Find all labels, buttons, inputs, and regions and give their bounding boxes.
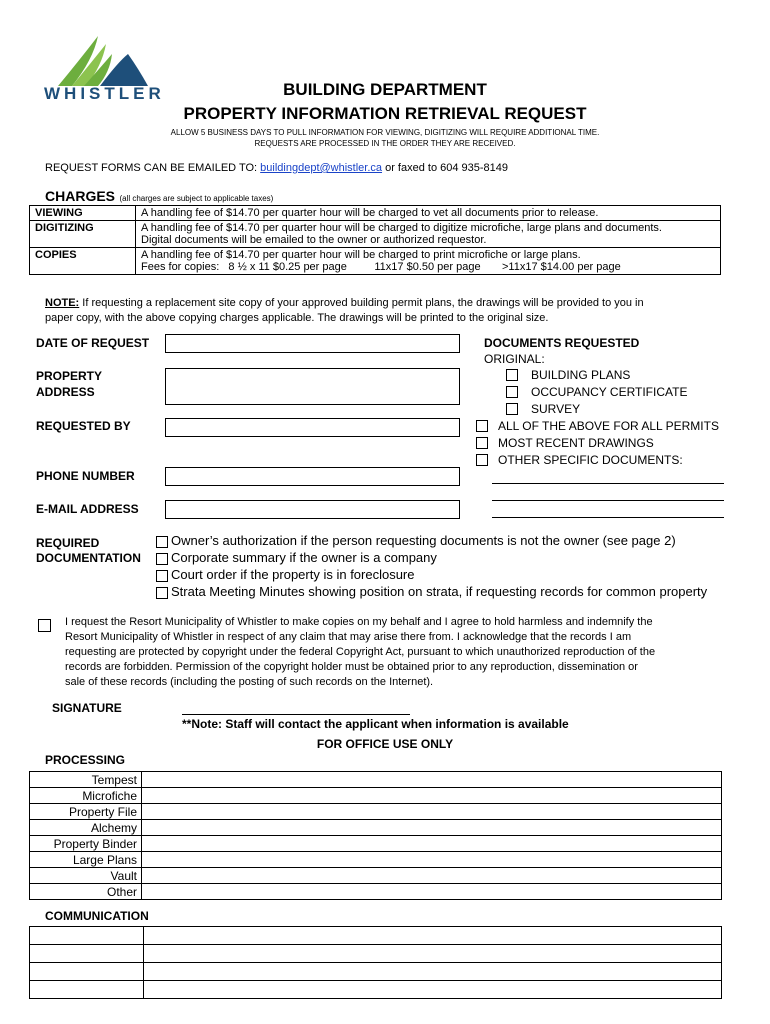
owner-authorization-label: Owner’s authorization if the person requesting documents is not the owner (see page 2) <box>171 533 676 548</box>
office-use-heading: FOR OFFICE USE ONLY <box>316 737 454 751</box>
form-title: PROPERTY INFORMATION RETRIEVAL REQUEST <box>183 104 587 123</box>
charges-table <box>29 205 721 275</box>
contact-suffix: or faxed to 604 935-8149 <box>385 162 509 174</box>
occupancy-certificate-label: OCCUPANCY CERTIFICATE <box>531 385 688 399</box>
processing-row: Microfiche <box>30 788 722 804</box>
charge-label: DIGITIZING <box>30 221 136 248</box>
property-label-1: PROPERTY <box>36 369 103 383</box>
requested-by-label: REQUESTED BY <box>36 419 131 433</box>
charge-label: COPIES <box>30 248 136 275</box>
charges-heading: CHARGES <box>45 188 116 204</box>
note-line-1: If requesting a replacement site copy of your approved building permit plans, the drawings will be provided to you in <box>79 297 644 309</box>
note-paragraph <box>45 297 644 309</box>
corporate-summary-checkbox[interactable] <box>156 553 168 565</box>
building-plans-checkbox[interactable] <box>506 369 518 381</box>
corporate-summary-label: Corporate summary if the owner is a company <box>171 550 437 565</box>
contact-line <box>45 162 508 174</box>
communication-row <box>30 963 722 981</box>
strata-minutes-label: Strata Meeting Minutes showing position on strata, if requesting records for common property <box>171 584 708 599</box>
required-label-1: REQUIRED <box>36 536 100 550</box>
recent-drawings-label: MOST RECENT DRAWINGS <box>498 436 654 450</box>
phone-label: PHONE NUMBER <box>36 469 135 483</box>
charges-row-copies <box>30 248 721 275</box>
logo-text: WHISTLER <box>44 84 165 103</box>
processing-row: Alchemy <box>30 820 722 836</box>
requested-by-field[interactable] <box>165 418 460 437</box>
court-order-label: Court order if the property is in foreclosure <box>171 567 415 582</box>
department-title: BUILDING DEPARTMENT <box>283 80 487 99</box>
owner-authorization-checkbox[interactable] <box>156 536 168 548</box>
all-permits-checkbox[interactable] <box>476 420 488 432</box>
processing-row: Property File <box>30 804 722 820</box>
other-documents-line-1[interactable] <box>492 483 724 484</box>
processing-heading: PROCESSING <box>45 753 126 767</box>
date-label: DATE OF REQUEST <box>36 336 150 350</box>
staff-note: **Note: Staff will contact the applicant when information is available <box>182 717 569 731</box>
charges-row-viewing <box>30 206 721 221</box>
charge-description: A handling fee of $14.70 per quarter hour will be charged to vet all documents prior to release. <box>136 206 721 221</box>
other-documents-line-2[interactable] <box>492 500 724 501</box>
processing-row: Tempest <box>30 772 722 788</box>
charges-tax-note: (all charges are subject to applicable taxes) <box>119 194 274 203</box>
communication-row <box>30 927 722 945</box>
charge-label: VIEWING <box>30 206 136 221</box>
contact-prefix: REQUEST FORMS CAN BE EMAILED TO: <box>45 162 258 174</box>
strata-minutes-checkbox[interactable] <box>156 587 168 599</box>
signature-line[interactable] <box>182 714 410 715</box>
phone-number-field[interactable] <box>165 467 460 486</box>
original-label: ORIGINAL: <box>484 352 545 366</box>
communication-row <box>30 945 722 963</box>
charge-description: A handling fee of $14.70 per quarter hour will be charged to print microfiche or large plans. Fees for copies: 8 ½ x 11 $0.25 per page 11x17 $0.50 per page >11x17 $14.00 per page <box>136 248 721 275</box>
recent-drawings-checkbox[interactable] <box>476 437 488 449</box>
property-label-2: ADDRESS <box>36 385 95 399</box>
processing-row: Vault <box>30 868 722 884</box>
email-address-field[interactable] <box>165 500 460 519</box>
communication-table <box>29 926 722 999</box>
charge-description: A handling fee of $14.70 per quarter hour will be charged to digitize microfiche, large plans and documents. Digital documents will be emailed to the owner or authorized requestor. <box>136 221 721 248</box>
survey-checkbox[interactable] <box>506 403 518 415</box>
charges-row-digitizing <box>30 221 721 248</box>
other-documents-checkbox[interactable] <box>476 454 488 466</box>
building-plans-label: BUILDING PLANS <box>531 368 631 382</box>
court-order-checkbox[interactable] <box>156 570 168 582</box>
email-label: E-MAIL ADDRESS <box>36 502 139 516</box>
other-documents-line-3[interactable] <box>492 517 724 518</box>
other-documents-label: OTHER SPECIFIC DOCUMENTS: <box>498 453 683 467</box>
note-line-2: paper copy, with the above copying charges applicable. The drawings will be printed to the original size. <box>45 312 549 324</box>
documents-heading: DOCUMENTS REQUESTED <box>484 336 640 350</box>
email-link[interactable]: buildingdept@whistler.ca <box>260 162 383 174</box>
date-of-request-field[interactable] <box>165 334 460 353</box>
note-label: NOTE: <box>45 297 80 309</box>
signature-label: SIGNATURE <box>52 701 122 715</box>
processing-row: Large Plans <box>30 852 722 868</box>
processing-table <box>29 771 722 900</box>
processing-row: Other <box>30 884 722 900</box>
communication-row <box>30 981 722 999</box>
processing-row: Property Binder <box>30 836 722 852</box>
occupancy-certificate-checkbox[interactable] <box>506 386 518 398</box>
survey-label: SURVEY <box>531 402 581 416</box>
processing-notice-2: REQUESTS ARE PROCESSED IN THE ORDER THEY ARE RECEIVED. <box>254 139 516 148</box>
charges-heading-row <box>45 188 273 206</box>
processing-notice-1: ALLOW 5 BUSINESS DAYS TO PULL INFORMATION FOR VIEWING, DIGITIZING WILL REQUIRE ADDITIONAL TIME. <box>170 128 600 137</box>
agreement-text: I request the Resort Municipality of Whistler to make copies on my behalf and I agree to hold harmless and indemnify the Resort Municipality of Whistler in respect of any claim that may arise there from. I acknowledge that the records I am requesting are protected by copyright under the federal Copyright Act, pursuant to which unauthorized reproduction of the records are forbidden. Permission of the copyright holder must be obtained prior to any reproduction, dissemination or sale of these records (including the posting of such records on the Internet). <box>65 616 656 688</box>
communication-heading: COMMUNICATION <box>45 909 149 923</box>
agreement-checkbox[interactable] <box>38 619 51 632</box>
all-permits-label: ALL OF THE ABOVE FOR ALL PERMITS <box>498 419 719 433</box>
property-address-field[interactable] <box>165 368 460 405</box>
required-label-2: DOCUMENTATION <box>36 551 141 565</box>
